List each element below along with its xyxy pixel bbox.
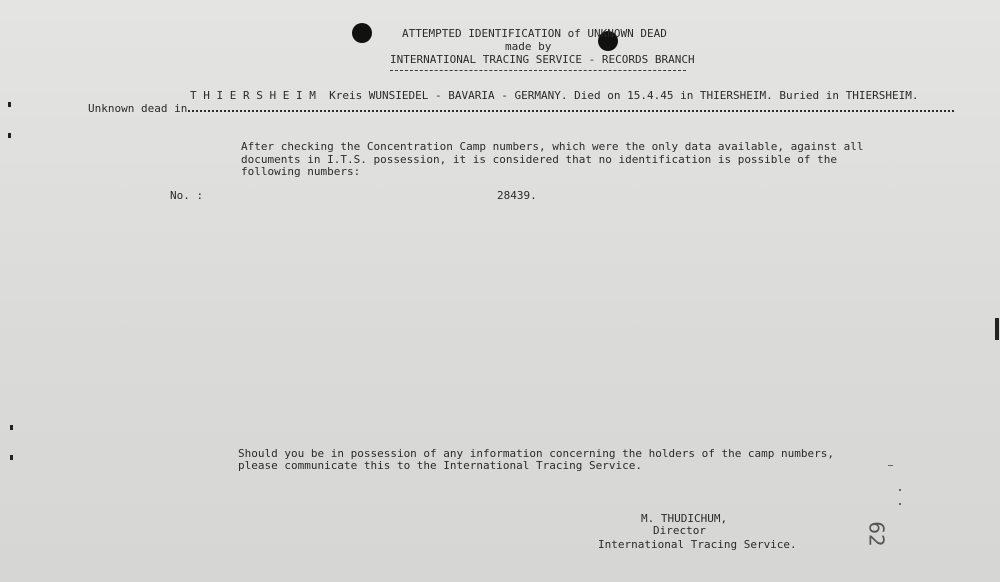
signature-name: M. THUDICHUM, <box>641 512 728 525</box>
para1-line3: following numbers: <box>241 165 361 178</box>
signature-org: International Tracing Service. <box>598 538 797 551</box>
page-number: 62 <box>864 521 889 547</box>
record-place-line: T H I E R S H E I M Kreis WUNSIEDEL - BAVARIA - GERMANY. Died on 15.4.45 in THIERSHEIM. Buried in THIERSHEIM. <box>190 89 919 102</box>
para1-line1: After checking the Concentration Camp numbers, which were the only data available, against all <box>241 140 864 153</box>
margin-mark <box>8 102 11 107</box>
number-label: No. : <box>170 189 204 202</box>
record-label: Unknown dead in <box>88 102 188 115</box>
punch-hole-left <box>352 23 372 43</box>
para1-line2: documents in I.T.S. possession, it is considered that no identification is possible of the <box>241 153 838 166</box>
margin-mark <box>10 455 13 460</box>
header-title: ATTEMPTED IDENTIFICATION of UNKNOWN DEAD <box>402 27 667 40</box>
tick-mark <box>899 503 901 505</box>
para2-line2: please communicate this to the International Tracing Service. <box>238 459 642 472</box>
header-underline <box>390 70 686 71</box>
para2-line1: Should you be in possession of any information concerning the holders of the camp numbers, <box>238 447 835 460</box>
edge-mark <box>995 318 999 340</box>
signature-title: Director <box>653 524 706 537</box>
header-org: INTERNATIONAL TRACING SERVICE - RECORDS BRANCH <box>390 53 695 66</box>
tick-mark <box>899 489 901 491</box>
margin-mark <box>8 133 11 138</box>
margin-mark <box>10 425 13 430</box>
camp-number: 28439. <box>497 189 537 202</box>
header-made-by: made by <box>505 40 552 53</box>
tick-mark <box>888 465 893 466</box>
record-dotted-line <box>188 110 954 112</box>
